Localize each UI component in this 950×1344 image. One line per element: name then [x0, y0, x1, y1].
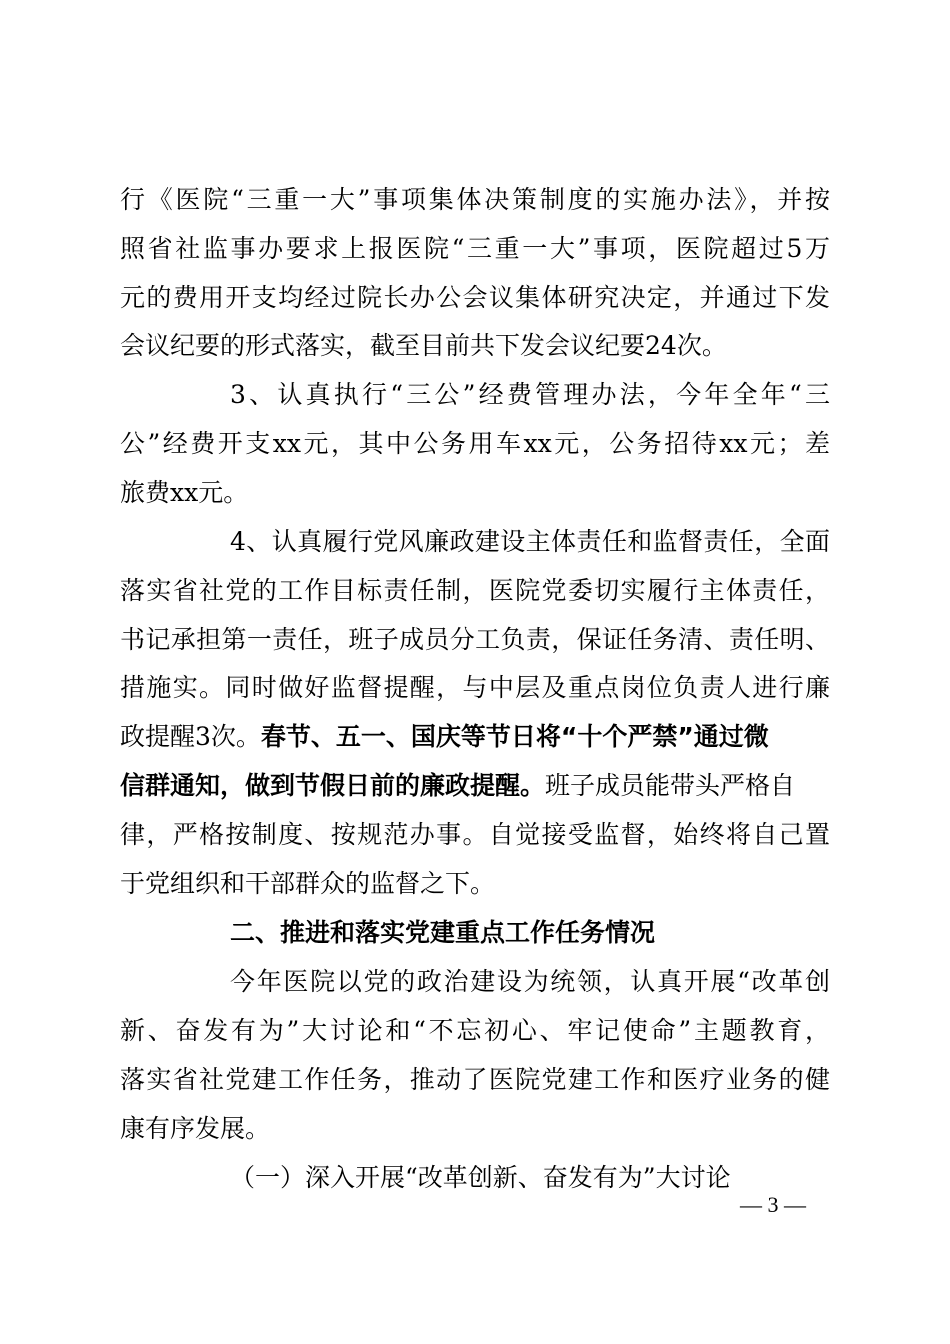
text-segment: 班子成员能带头严格自	[545, 771, 796, 800]
text-line: 公”经费开支xx元，其中公务用车xx元，公务招待xx元；差	[120, 429, 830, 458]
section-heading: 二、推进和落实党建重点工作任务情况	[230, 918, 656, 947]
sub-heading: （一）深入开展“改革创新、奋发有为”大讨论	[230, 1163, 731, 1192]
text-line: 旅费xx元。	[120, 478, 249, 507]
bold-text-segment: 信群通知，做到节假日前的廉政提醒。	[120, 771, 546, 800]
text-line: 康有序发展。	[120, 1114, 271, 1143]
text-line: 律，严格按制度、按规范办事。自觉接受监督，始终将自己置	[120, 820, 830, 849]
text-line: 元的费用开支均经过院长办公会议集体研究决定，并通过下发	[120, 283, 830, 312]
mixed-line	[120, 722, 769, 752]
text-line: 照省社监事办要求上报医院“三重一大”事项，医院超过5万	[120, 234, 830, 263]
mixed-line	[120, 771, 795, 801]
text-line: 会议纪要的形式落实，截至目前共下发会议纪要24次。	[120, 331, 727, 360]
page-number: — 3 —	[740, 1192, 806, 1217]
text-segment: 政提醒3次。	[120, 722, 261, 751]
text-line: 4、认真履行党风廉政建设主体责任和监督责任，全面	[230, 527, 830, 556]
text-line: 今年医院以党的政治建设为统领，认真开展“改革创	[230, 967, 830, 996]
text-line: 措施实。同时做好监督提醒，与中层及重点岗位负责人进行廉	[120, 673, 830, 702]
bold-text-segment: 春节、五一、国庆等节日将“十个严禁”通过微	[260, 722, 769, 751]
text-line: 于党组织和干部群众的监督之下。	[120, 869, 496, 898]
text-line: 3、认真执行“三公”经费管理办法，今年全年“三	[230, 380, 830, 409]
text-line: 新、奋发有为”大讨论和“不忘初心、牢记使命”主题教育，	[120, 1016, 830, 1045]
text-line: 落实省社党建工作任务，推动了医院党建工作和医疗业务的健	[120, 1065, 830, 1094]
text-line: 行《医院“三重一大”事项集体决策制度的实施办法》，并按	[120, 185, 830, 214]
text-line: 落实省社党的工作目标责任制，医院党委切实履行主体责任，	[120, 576, 830, 605]
text-line: 书记承担第一责任，班子成员分工负责，保证任务清、责任明、	[120, 625, 830, 654]
